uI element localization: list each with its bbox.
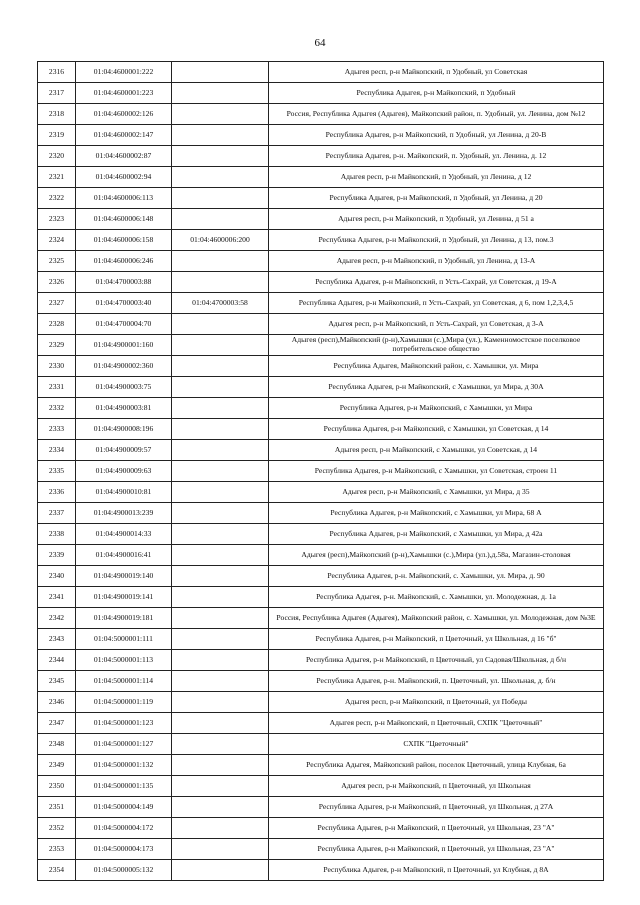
related-cadastral-number-cell: [172, 818, 269, 839]
related-cadastral-number-cell: [172, 104, 269, 125]
cadastral-number-cell: 01:04:5000001:127: [76, 734, 172, 755]
row-number-cell: 2332: [38, 398, 76, 419]
row-number-cell: 2340: [38, 566, 76, 587]
address-cell: Республика Адыгея, р-н Майкопский, с Хамышки, ул Мира, д 42а: [269, 524, 604, 545]
cadastral-number-cell: 01:04:5000001:123: [76, 713, 172, 734]
row-number-cell: 2346: [38, 692, 76, 713]
cadastral-number-cell: 01:04:4600006:148: [76, 209, 172, 230]
related-cadastral-number-cell: [172, 566, 269, 587]
table-row: [38, 692, 604, 713]
address-cell: Республика Адыгея, р-н Майкопский, п Цветочный, ул Школьная, 23 "А": [269, 839, 604, 860]
address-cell: Адыгея респ, р-н Майкопский, п Цветочный, СХПК "Цветочный": [269, 713, 604, 734]
related-cadastral-number-cell: [172, 440, 269, 461]
row-number-cell: 2320: [38, 146, 76, 167]
cadastral-number-cell: 01:04:4700004:70: [76, 314, 172, 335]
related-cadastral-number-cell: [172, 650, 269, 671]
cadastral-number-cell: 01:04:4900009:57: [76, 440, 172, 461]
row-number-cell: 2341: [38, 587, 76, 608]
row-number-cell: 2339: [38, 545, 76, 566]
table-row: [38, 188, 604, 209]
row-number-cell: 2327: [38, 293, 76, 314]
row-number-cell: 2317: [38, 83, 76, 104]
cadastral-number-cell: 01:04:5000001:132: [76, 755, 172, 776]
row-number-cell: 2331: [38, 377, 76, 398]
related-cadastral-number-cell: 01:04:4600006:200: [172, 230, 269, 251]
related-cadastral-number-cell: [172, 62, 269, 83]
row-number-cell: 2344: [38, 650, 76, 671]
related-cadastral-number-cell: [172, 83, 269, 104]
cadastral-number-cell: 01:04:5000001:113: [76, 650, 172, 671]
cadastral-number-cell: 01:04:4900019:141: [76, 587, 172, 608]
cadastral-number-cell: 01:04:4900003:75: [76, 377, 172, 398]
table-row: [38, 629, 604, 650]
address-cell: Адыгея респ, р-н Майкопский, п Удобный, ул Ленина, д 13-А: [269, 251, 604, 272]
cadastral-number-cell: 01:04:4900013:239: [76, 503, 172, 524]
related-cadastral-number-cell: [172, 503, 269, 524]
related-cadastral-number-cell: [172, 629, 269, 650]
row-number-cell: 2324: [38, 230, 76, 251]
address-cell: Республика Адыгея, р-н. Майкопский, с. Хамышки, ул. Мира, д. 90: [269, 566, 604, 587]
cadastral-number-cell: 01:04:4900016:41: [76, 545, 172, 566]
table-row: [38, 356, 604, 377]
cadastral-number-cell: 01:04:5000005:132: [76, 860, 172, 881]
cadastral-number-cell: 01:04:4900019:140: [76, 566, 172, 587]
table-row: [38, 503, 604, 524]
table-row: [38, 209, 604, 230]
table-row: [38, 398, 604, 419]
address-cell: Республика Адыгея, р-н Майкопский, с Хамышки, ул Мира, д 30А: [269, 377, 604, 398]
row-number-cell: 2334: [38, 440, 76, 461]
cadastral-number-cell: 01:04:4900014:33: [76, 524, 172, 545]
table-row: [38, 587, 604, 608]
registry-table: [37, 61, 604, 881]
table-row: [38, 83, 604, 104]
address-cell: СХПК "Цветочный": [269, 734, 604, 755]
related-cadastral-number-cell: [172, 587, 269, 608]
cadastral-number-cell: 01:04:4600002:94: [76, 167, 172, 188]
related-cadastral-number-cell: [172, 734, 269, 755]
address-cell: Республика Адыгея, р-н Майкопский, п Усть-Сахрай, ул Советская, д 6, пом 1,2,3,4,5: [269, 293, 604, 314]
related-cadastral-number-cell: [172, 608, 269, 629]
address-cell: Адыгея респ, р-н Майкопский, п Удобный, ул Советская: [269, 62, 604, 83]
row-number-cell: 2325: [38, 251, 76, 272]
related-cadastral-number-cell: [172, 461, 269, 482]
row-number-cell: 2349: [38, 755, 76, 776]
related-cadastral-number-cell: [172, 776, 269, 797]
table-row: [38, 650, 604, 671]
related-cadastral-number-cell: [172, 755, 269, 776]
address-cell: Россия, Республика Адыгея (Адыгея), Майкопский район, п. Удобный, ул. Ленина, дом №12: [269, 104, 604, 125]
address-cell: Адыгея респ, р-н Майкопский, п Усть-Сахрай, ул Советская, д 3-А: [269, 314, 604, 335]
row-number-cell: 2352: [38, 818, 76, 839]
address-cell: Адыгея респ, р-н Майкопский, с Хамышки, ул Мира, д 35: [269, 482, 604, 503]
table-row: [38, 167, 604, 188]
related-cadastral-number-cell: [172, 860, 269, 881]
row-number-cell: 2354: [38, 860, 76, 881]
table-row: [38, 608, 604, 629]
row-number-cell: 2348: [38, 734, 76, 755]
row-number-cell: 2345: [38, 671, 76, 692]
row-number-cell: 2353: [38, 839, 76, 860]
page-number: 64: [314, 37, 326, 49]
row-number-cell: 2337: [38, 503, 76, 524]
related-cadastral-number-cell: [172, 272, 269, 293]
table-row: [38, 230, 604, 251]
row-number-cell: 2335: [38, 461, 76, 482]
row-number-cell: 2322: [38, 188, 76, 209]
table-row: [38, 734, 604, 755]
registry-table-body: [38, 62, 604, 881]
table-row: [38, 818, 604, 839]
address-cell: Республика Адыгея, р-н Майкопский, п Цветочный, ул Садовая/Школьная, д б/н: [269, 650, 604, 671]
cadastral-number-cell: 01:04:4900010:81: [76, 482, 172, 503]
cadastral-number-cell: 01:04:4900019:181: [76, 608, 172, 629]
cadastral-number-cell: 01:04:4900001:160: [76, 335, 172, 356]
table-row: [38, 776, 604, 797]
row-number-cell: 2319: [38, 125, 76, 146]
address-cell: Республика Адыгея, Майкопский район, с. Хамышки, ул. Мира: [269, 356, 604, 377]
row-number-cell: 2328: [38, 314, 76, 335]
table-row: [38, 293, 604, 314]
address-cell: Республика Адыгея, р-н Майкопский, п Усть-Сахрай, ул Советская, д 19-А: [269, 272, 604, 293]
table-row: [38, 461, 604, 482]
address-cell: Республика Адыгея, р-н Майкопский, п Удобный: [269, 83, 604, 104]
related-cadastral-number-cell: [172, 251, 269, 272]
address-cell: Адыгея респ, р-н Майкопский, п Удобный, ул Ленина, д 12: [269, 167, 604, 188]
related-cadastral-number-cell: [172, 692, 269, 713]
related-cadastral-number-cell: [172, 335, 269, 356]
cadastral-number-cell: 01:04:4900008:196: [76, 419, 172, 440]
cadastral-number-cell: 01:04:4900003:81: [76, 398, 172, 419]
table-row: [38, 104, 604, 125]
address-cell: Республика Адыгея, р-н Майкопский, с Хамышки, ул Советская, строен 11: [269, 461, 604, 482]
address-cell: Адыгея (респ),Майкопский (р-н),Хамышки (с.),Мира (ул.),д.58а, Магазин-столовая: [269, 545, 604, 566]
table-row: [38, 146, 604, 167]
row-number-cell: 2333: [38, 419, 76, 440]
address-cell: Адыгея респ, р-н Майкопский, п Цветочный, ул Победы: [269, 692, 604, 713]
cadastral-number-cell: 01:04:5000001:111: [76, 629, 172, 650]
related-cadastral-number-cell: [172, 377, 269, 398]
cadastral-number-cell: 01:04:5000001:119: [76, 692, 172, 713]
row-number-cell: 2336: [38, 482, 76, 503]
table-row: [38, 524, 604, 545]
table-row: [38, 251, 604, 272]
row-number-cell: 2316: [38, 62, 76, 83]
row-number-cell: 2329: [38, 335, 76, 356]
row-number-cell: 2350: [38, 776, 76, 797]
address-cell: Республика Адыгея, р-н Майкопский, с Хамышки, ул Мира: [269, 398, 604, 419]
row-number-cell: 2343: [38, 629, 76, 650]
address-cell: Республика Адыгея, р-н. Майкопский, п. Цветочный, ул. Школьная, д. б/н: [269, 671, 604, 692]
address-cell: Республика Адыгея, р-н Майкопский, п Удобный, ул Ленина, д 20: [269, 188, 604, 209]
row-number-cell: 2323: [38, 209, 76, 230]
address-cell: Республика Адыгея, р-н Майкопский, с Хамышки, ул Советская, д 14: [269, 419, 604, 440]
related-cadastral-number-cell: [172, 209, 269, 230]
table-row: [38, 671, 604, 692]
row-number-cell: 2347: [38, 713, 76, 734]
cadastral-number-cell: 01:04:4900009:63: [76, 461, 172, 482]
table-row: [38, 62, 604, 83]
cadastral-number-cell: 01:04:4600006:158: [76, 230, 172, 251]
related-cadastral-number-cell: [172, 545, 269, 566]
table-row: [38, 440, 604, 461]
related-cadastral-number-cell: [172, 356, 269, 377]
related-cadastral-number-cell: [172, 482, 269, 503]
cadastral-number-cell: 01:04:4600002:126: [76, 104, 172, 125]
cadastral-number-cell: 01:04:4600006:246: [76, 251, 172, 272]
table-row: [38, 545, 604, 566]
related-cadastral-number-cell: [172, 524, 269, 545]
address-cell: Россия, Республика Адыгея (Адыгея), Майкопский район, с. Хамышки, ул. Молодежная, дом №3Е: [269, 608, 604, 629]
cadastral-number-cell: 01:04:5000001:114: [76, 671, 172, 692]
related-cadastral-number-cell: 01:04:4700003:58: [172, 293, 269, 314]
cadastral-number-cell: 01:04:4900002:360: [76, 356, 172, 377]
table-row: [38, 314, 604, 335]
cadastral-number-cell: 01:04:4600006:113: [76, 188, 172, 209]
related-cadastral-number-cell: [172, 314, 269, 335]
table-row: [38, 335, 604, 356]
table-row: [38, 377, 604, 398]
address-cell: Республика Адыгея, р-н Майкопский, п Цветочный, ул Школьная, 23 "А": [269, 818, 604, 839]
table-row: [38, 797, 604, 818]
table-row: [38, 755, 604, 776]
row-number-cell: 2338: [38, 524, 76, 545]
cadastral-number-cell: 01:04:4600002:147: [76, 125, 172, 146]
row-number-cell: 2330: [38, 356, 76, 377]
table-row: [38, 125, 604, 146]
related-cadastral-number-cell: [172, 188, 269, 209]
table-row: [38, 419, 604, 440]
table-row: [38, 839, 604, 860]
row-number-cell: 2351: [38, 797, 76, 818]
row-number-cell: 2326: [38, 272, 76, 293]
table-row: [38, 482, 604, 503]
address-cell: Адыгея респ, р-н Майкопский, с Хамышки, ул Советская, д 14: [269, 440, 604, 461]
address-cell: Республика Адыгея, р-н Майкопский, п Удобный, ул Ленина, д 13, пом.3: [269, 230, 604, 251]
related-cadastral-number-cell: [172, 671, 269, 692]
table-row: [38, 566, 604, 587]
address-cell: Адыгея респ, р-н Майкопский, п Цветочный, ул Школьная: [269, 776, 604, 797]
cadastral-number-cell: 01:04:4600001:222: [76, 62, 172, 83]
address-cell: Республика Адыгея, р-н Майкопский, с Хамышки, ул Мира, 68 А: [269, 503, 604, 524]
cadastral-number-cell: 01:04:4600002:87: [76, 146, 172, 167]
cadastral-number-cell: 01:04:5000004:172: [76, 818, 172, 839]
related-cadastral-number-cell: [172, 167, 269, 188]
address-cell: Республика Адыгея, р-н. Майкопский, с. Хамышки, ул. Молодежная, д. 1а: [269, 587, 604, 608]
table-row: [38, 713, 604, 734]
address-cell: Республика Адыгея, р-н Майкопский, п Удобный, ул Ленина, д 20-В: [269, 125, 604, 146]
address-cell: Республика Адыгея, р-н. Майкопский, п. Удобный, ул. Ленина, д. 12: [269, 146, 604, 167]
related-cadastral-number-cell: [172, 713, 269, 734]
cadastral-number-cell: 01:04:4700003:40: [76, 293, 172, 314]
related-cadastral-number-cell: [172, 125, 269, 146]
cadastral-number-cell: 01:04:5000004:173: [76, 839, 172, 860]
cadastral-number-cell: 01:04:4600001:223: [76, 83, 172, 104]
related-cadastral-number-cell: [172, 398, 269, 419]
related-cadastral-number-cell: [172, 839, 269, 860]
address-cell: Адыгея респ, р-н Майкопский, п Удобный, ул Ленина, д 51 а: [269, 209, 604, 230]
cadastral-number-cell: 01:04:5000004:149: [76, 797, 172, 818]
related-cadastral-number-cell: [172, 146, 269, 167]
row-number-cell: 2318: [38, 104, 76, 125]
cadastral-number-cell: 01:04:5000001:135: [76, 776, 172, 797]
address-cell: Адыгея (респ),Майкопский (р-н),Хамышки (с.),Мира (ул.), Каменномостское поселковое потребительское общество: [269, 335, 604, 356]
row-number-cell: 2342: [38, 608, 76, 629]
address-cell: Республика Адыгея, р-н Майкопский, п Цветочный, ул Школьная, д 16 "б": [269, 629, 604, 650]
address-cell: Республика Адыгея, р-н Майкопский, п Цветочный, ул Школьная, д 27А: [269, 797, 604, 818]
address-cell: Республика Адыгея, р-н Майкопский, п Цветочный, ул Клубная, д 8А: [269, 860, 604, 881]
cadastral-number-cell: 01:04:4700003:88: [76, 272, 172, 293]
table-row: [38, 860, 604, 881]
address-cell: Республика Адыгея, Майкопский район, поселок Цветочный, улица Клубная, 6а: [269, 755, 604, 776]
related-cadastral-number-cell: [172, 797, 269, 818]
row-number-cell: 2321: [38, 167, 76, 188]
related-cadastral-number-cell: [172, 419, 269, 440]
table-row: [38, 272, 604, 293]
